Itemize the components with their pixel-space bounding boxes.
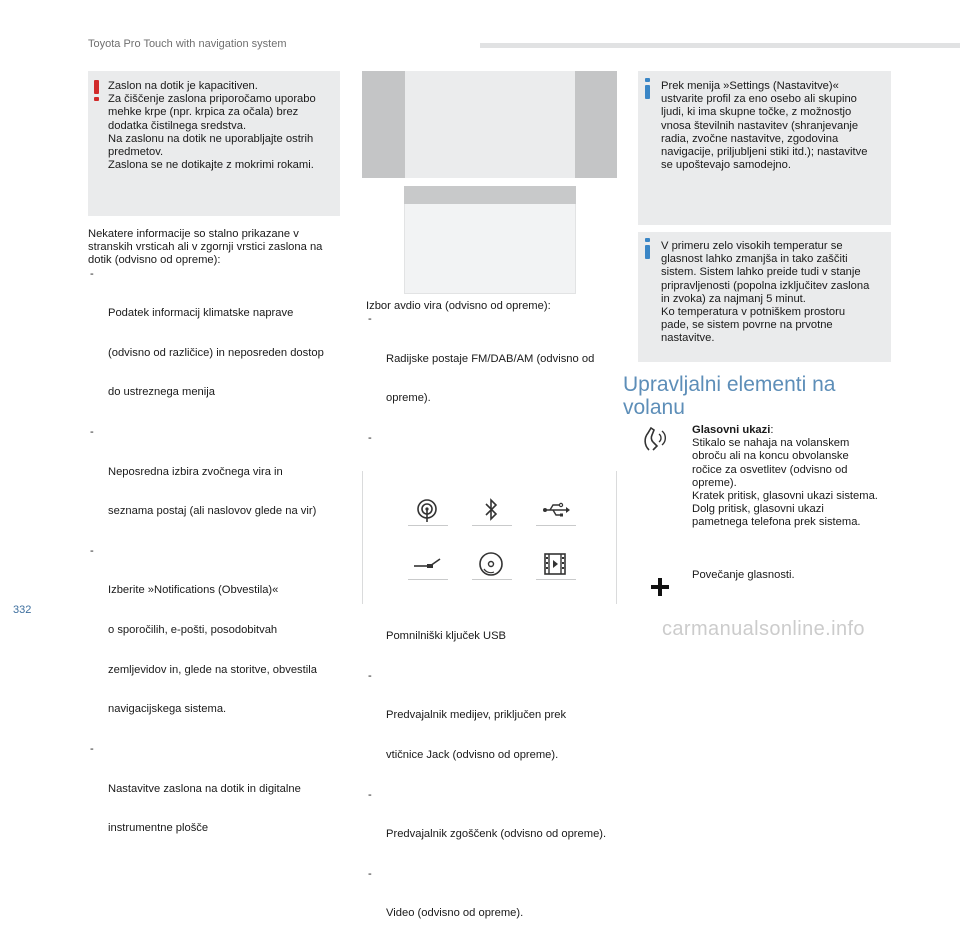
list-item-line: Podatek informacij klimatske naprave	[108, 307, 294, 320]
section-heading-line: Upravljalni elementi na	[623, 373, 836, 396]
list-item-line: zemljevidov in, glede na storitve, obvestila	[108, 663, 317, 676]
list-item-line: Predvajalnik zgoščenk (odvisno od opreme).	[386, 828, 607, 841]
list-item	[88, 426, 350, 545]
list-dash: -	[368, 313, 372, 326]
list-item-line: Neposredna izbira zvočnega vira in	[108, 465, 283, 478]
profile-line: se upoštevajo samodejno.	[661, 159, 791, 172]
voice-line: Stikalo se nahaja na volanskem	[692, 437, 850, 450]
list-item-line: Predvajalnik medijev, priključen prek	[386, 709, 567, 722]
volume-up-text: Povečanje glasnosti.	[692, 569, 795, 581]
volume-up-plus-icon	[650, 577, 670, 597]
list-item	[366, 670, 622, 789]
header-title: Toyota Pro Touch with navigation system	[88, 38, 287, 50]
list-dash: -	[90, 426, 94, 439]
temperature-line: V primeru zelo visokih temperatur se	[661, 240, 843, 252]
list-dash: -	[90, 742, 94, 755]
cd-icon	[474, 547, 508, 581]
voice-line: Kratek pritisk, glasovni ukazi sistema.	[692, 490, 878, 503]
watermark: carmanualsonline.info	[662, 618, 865, 640]
warning-text	[108, 80, 316, 172]
voice-commands-title: Glasovni ukazi	[692, 424, 771, 436]
audio-sources-paragraph	[366, 300, 622, 947]
profile-line: ljudi, ki ima skupne točke, z možnostjo	[661, 106, 852, 119]
list-item-line: do ustreznega menija	[108, 386, 215, 399]
icon-divider	[408, 525, 448, 526]
temperature-line: pade, se sistem povrne na prvotne	[661, 319, 833, 332]
paragraph-line: dotik (odvisno od opreme):	[88, 254, 221, 267]
status-panel-top-bar	[404, 186, 576, 204]
icon-divider	[536, 579, 576, 580]
usb-icon	[538, 493, 572, 527]
profile-line: navigacije, priljubljeni stiki itd.); nastavitve	[661, 146, 868, 159]
list-item-line: Izberite »Notifications (Obvestila)«	[108, 584, 279, 597]
paragraph-line: stranskih vrsticah ali v zgornji vrstici zaslona na	[88, 241, 323, 254]
list-item	[366, 313, 622, 432]
list-item	[366, 789, 622, 868]
list-item-line: Pomnilniški ključek USB	[386, 630, 506, 643]
warning-line: dodatka čistilnega sredstva.	[108, 119, 247, 132]
voice-line: ročice za osvetlitev (odvisno od	[692, 463, 848, 476]
profile-info-text	[661, 80, 867, 172]
paragraph-line: Nekatere informacije so stalno prikazane v	[88, 228, 299, 240]
list-item	[88, 268, 350, 426]
temperature-line: in zvoka) za najmanj 5 minut.	[661, 292, 806, 305]
audio-sources-intro: Izbor avdio vira (odvisno od opreme):	[366, 300, 551, 312]
list-dash: -	[90, 544, 94, 557]
list-item-line: navigacijskega sistema.	[108, 703, 227, 716]
list-item-line: (odvisno od različice) in neposreden dostop	[108, 346, 324, 359]
temperature-line: Ko temperatura v potniškem prostoru	[661, 306, 846, 319]
list-item	[366, 868, 622, 947]
profile-line: radia, zvočne nastavitve, zgodovina	[661, 132, 839, 145]
voice-line: obroču ali na koncu obvolanske	[692, 450, 849, 463]
list-dash: -	[368, 867, 372, 880]
bluetooth-icon	[474, 493, 508, 527]
voice-line: Dolg pritisk, glasovni ukazi	[692, 503, 824, 516]
temperature-line: nastavitve.	[661, 332, 715, 345]
warning-line: predmetov.	[108, 146, 164, 159]
touchscreen-display-area	[405, 71, 575, 178]
warning-line: Zaslon na dotik je kapacitiven.	[108, 80, 258, 92]
page-number: 332	[13, 604, 32, 616]
media-sources-panel	[362, 471, 617, 604]
voice-line: opreme).	[692, 476, 737, 489]
list-item-line: vtičnice Jack (odvisno od opreme).	[386, 748, 559, 761]
voice-commands-title-suffix: :	[770, 424, 774, 436]
voice-command-icon	[641, 424, 671, 454]
temperature-line: glasnost lahko zmanjša in tako zaščiti	[661, 253, 848, 266]
voice-line: pametnega telefona prek sistema.	[692, 516, 861, 529]
status-bars-paragraph	[88, 228, 350, 862]
section-heading-line: volanu	[623, 396, 685, 419]
radio-icon	[410, 493, 444, 527]
icon-divider	[536, 525, 576, 526]
list-item-line: Nastavitve zaslona na dotik in digitalne	[108, 782, 301, 795]
header-divider	[480, 43, 960, 48]
warning-line: Na zaslonu na dotik ne uporabljajte ostrih	[108, 132, 314, 145]
profile-line: vnosa številnih nastavitev (shranjevanje	[661, 119, 859, 132]
info-icon	[644, 238, 650, 259]
video-film-icon	[538, 547, 572, 581]
list-item	[88, 545, 350, 743]
icon-divider	[472, 525, 512, 526]
list-item-line: Radijske postaje FM/DAB/AM (odvisno od	[386, 352, 595, 365]
voice-commands-text	[692, 424, 892, 530]
warning-line: Za čiščenje zaslona priporočamo uporabo	[108, 93, 316, 106]
list-dash: -	[368, 788, 372, 801]
warning-exclamation-icon	[93, 80, 99, 101]
list-dash: -	[90, 267, 94, 280]
temperature-line: sistem. Sistem lahko preide tudi v stanje	[661, 266, 861, 279]
info-icon	[644, 78, 650, 99]
temperature-info-text	[661, 240, 869, 346]
list-item-line: o sporočilih, e-pošti, posodobitvah	[108, 624, 278, 637]
list-item-line: Video (odvisno od opreme).	[386, 907, 524, 920]
list-item	[88, 743, 350, 862]
temperature-line: pripravljenosti (popolna izključitev zaslona	[661, 279, 870, 292]
list-item-line: seznama postaj (ali naslovov glede na vir)	[108, 505, 317, 518]
profile-line: Prek menija »Settings (Nastavitve)«	[661, 80, 839, 92]
icon-divider	[408, 579, 448, 580]
warning-line: Zaslona se ne dotikajte z mokrimi rokami.	[108, 159, 314, 172]
list-item-line: instrumentne plošče	[108, 822, 209, 835]
icon-divider	[472, 579, 512, 580]
list-dash: -	[368, 432, 372, 445]
warning-line: mehke krpe (npr. krpica za očala) brez	[108, 106, 299, 119]
list-dash: -	[368, 669, 372, 682]
profile-line: ustvarite profil za eno osebo ali skupino	[661, 93, 857, 106]
section-heading	[623, 373, 835, 419]
list-item-line: opreme).	[386, 392, 431, 405]
jack-cable-icon	[410, 547, 444, 581]
